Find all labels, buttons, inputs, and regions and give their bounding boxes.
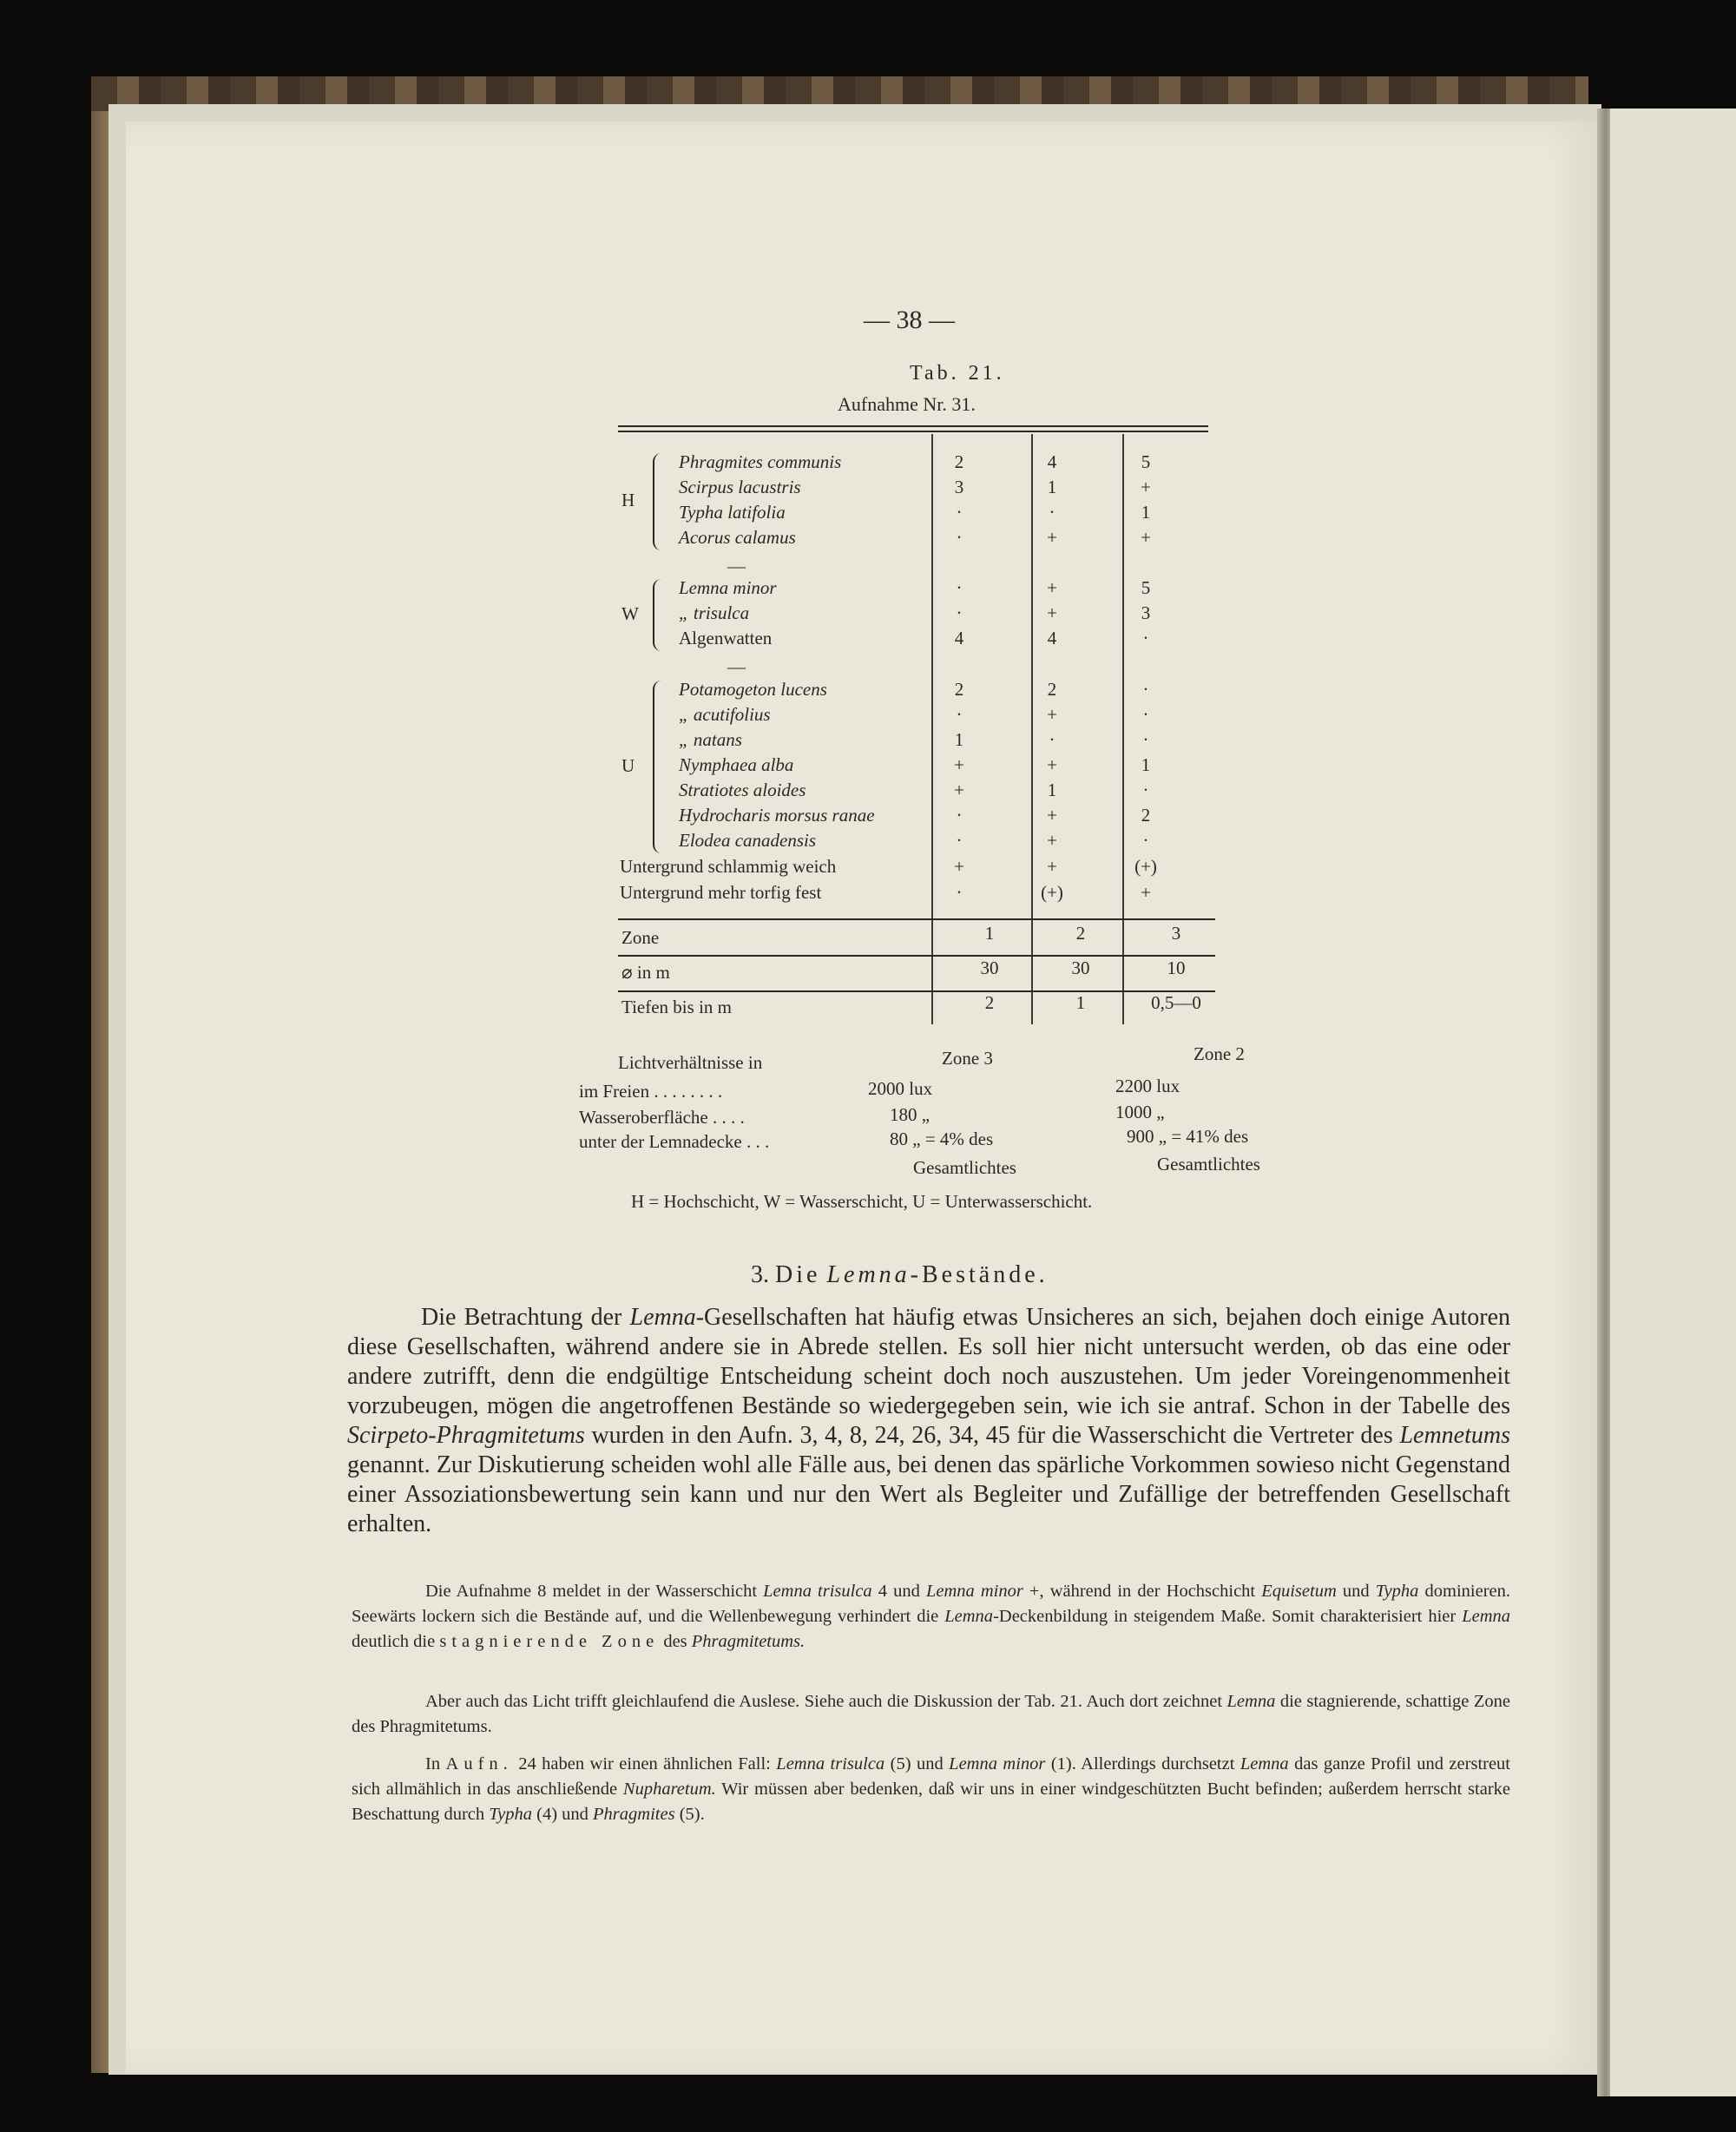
p4-text: das ganze Profil und zerstreut sich allmählich in das anschließende <box>352 1754 1511 1799</box>
light-zone2-value: 1000 „ <box>1115 1102 1165 1122</box>
ground-row-label: Untergrund mehr torfig fest <box>620 882 822 903</box>
species-name: Nymphaea alba <box>679 754 794 775</box>
group-separator: — <box>727 556 746 576</box>
footer-row-label: Zone <box>621 927 660 948</box>
cell-value: (+) <box>1134 856 1157 877</box>
cell-value: 2 <box>954 679 964 700</box>
cell-value: 3 <box>1141 602 1151 623</box>
layer-legend: H = Hochschicht, W = Wasserschicht, U = Unterwasserschicht. <box>631 1191 1093 1212</box>
cell-value: 3 <box>954 477 964 497</box>
cell-value: 2 <box>954 451 964 472</box>
cell-value: · <box>1049 502 1055 523</box>
p2-italic: Lemna <box>944 1607 994 1626</box>
cell-value: + <box>1047 856 1057 877</box>
cell-value: 5 <box>1141 577 1151 598</box>
footer-value: 30 <box>1071 957 1090 978</box>
species-name: Hydrocharis morsus ranae <box>679 805 875 826</box>
cell-value: 5 <box>1141 451 1151 472</box>
p2-italic: Lemna minor <box>925 1582 1023 1601</box>
cell-value: + <box>954 780 964 800</box>
p1-italic: Scirpeto-Phragmitetums <box>347 1422 585 1449</box>
section-word-rest: -Bestände. <box>910 1261 1049 1288</box>
cell-value: 1 <box>1141 502 1151 523</box>
p2-italic: Lemna trisulca <box>763 1582 872 1601</box>
footer-value: 1 <box>984 923 995 944</box>
p4-italic: Phragmites <box>593 1805 675 1824</box>
table-title: Tab. 21. <box>910 362 1005 385</box>
species-name: Potamogeton lucens <box>679 679 827 700</box>
light-gesamt-z3: Gesamtlichtes <box>913 1157 1016 1178</box>
p2-italic: Typha <box>1375 1582 1419 1601</box>
p2-text: des <box>659 1632 692 1651</box>
p4-text: 24 haben wir einen ähnlichen Fall: <box>512 1754 777 1773</box>
cell-value: · <box>1142 729 1149 750</box>
cell-value: 1 <box>954 729 964 750</box>
cell-value: + <box>1141 882 1151 903</box>
cell-value: · <box>1142 628 1149 648</box>
light-zone3-value: 2000 lux <box>868 1078 933 1099</box>
p4-spaced: Aufn. <box>445 1754 513 1773</box>
cell-value: 1 <box>1141 754 1151 775</box>
group-brace <box>653 453 665 550</box>
species-name: „ trisulca <box>679 602 750 623</box>
p3-text: Aber auch das Licht trifft gleichlaufend die Auslese. Siehe auch die Diskussion der Tab. 21. Auch dort zeichnet <box>425 1692 1227 1711</box>
p1-text: Die Betrachtung der <box>421 1304 630 1331</box>
footer-rule-1 <box>618 918 1215 920</box>
p4-text: (5) und <box>884 1754 950 1773</box>
cell-value: 4 <box>954 628 964 648</box>
cell-value: + <box>1141 527 1151 548</box>
footer-value: 3 <box>1171 923 1181 944</box>
species-name: „ natans <box>679 729 742 750</box>
p4-text: Wir müssen aber bedenken, daß wir uns in einer windgeschützten Bucht befinden; außerdem herrscht starke Beschattung durch <box>352 1780 1510 1824</box>
p4-italic: Lemna trisulca <box>776 1754 885 1773</box>
page-number: — 38 — <box>864 306 955 334</box>
cell-value: · <box>956 577 963 598</box>
footer-rule-2 <box>618 955 1215 957</box>
light-zone3-heading: Zone 3 <box>942 1048 993 1069</box>
p1-text: genannt. Zur Diskutierung scheiden wohl alle Fälle aus, bei denen das spärliche Vorkommen sowieso nicht Gegenstand einer Assoziationsbewertung sein kann und nur den Wert als Begleiter und Zufällige der betreffenden Gesellschaft erhalten. <box>347 1451 1510 1537</box>
p1-italic: Lemna <box>629 1304 696 1331</box>
light-zone2-heading: Zone 2 <box>1194 1043 1245 1064</box>
p4-italic: Typha <box>489 1805 532 1824</box>
cell-value: · <box>956 805 963 826</box>
species-name: „ acutifolius <box>679 704 771 725</box>
col-divider-1 <box>931 434 933 1024</box>
paragraph-2 <box>352 1579 1510 1655</box>
p1-italic: Lemnetums <box>1399 1422 1510 1449</box>
light-gesamt-z2: Gesamtlichtes <box>1157 1154 1260 1175</box>
paragraph-4 <box>352 1752 1510 1827</box>
p2-text: -Deckenbildung in steigendem Maße. Somit charakterisiert hier <box>993 1607 1463 1626</box>
p4-text: (1). Allerdings durchsetzt <box>1045 1754 1240 1773</box>
light-row-label: Wasseroberfläche . . . . <box>579 1107 745 1128</box>
light-zone2-value: 900 „ = 41% des <box>1127 1126 1249 1147</box>
cell-value: · <box>956 602 963 623</box>
table-top-rule-2 <box>618 431 1208 432</box>
cell-value: + <box>1047 527 1057 548</box>
species-name: Elodea canadensis <box>679 830 817 851</box>
p3-text: die stagnierende, schattige Zone des Phragmitetums. <box>352 1692 1510 1736</box>
p2-text: 4 und <box>871 1582 926 1601</box>
cell-value: 2 <box>1047 679 1057 700</box>
group-label-h: H <box>621 490 635 510</box>
p4-italic: Lemna <box>1240 1754 1289 1773</box>
footer-row-label: ⌀ in m <box>621 962 670 983</box>
cell-value: · <box>1049 729 1055 750</box>
light-zone3-value: 80 „ = 4% des <box>890 1129 994 1149</box>
table-top-rule <box>618 425 1208 427</box>
group-label-w: W <box>621 602 639 624</box>
cell-value: · <box>1142 830 1149 851</box>
cell-value: · <box>1142 780 1149 800</box>
p1-text: -Gesellschaften hat häufig etwas Unsicheres an sich, bejahen doch einige Autoren diese Gesellschaften, während andere sie in Abrede stellen. Es soll hier nicht untersucht werden, ob das eine oder andere zutrifft, denn die endgültige Entscheidung scheint doch noch auszustehen. Um jeder Voreingenommenheit vorzubeugen, mögen die angetroffenen Bestände so wiedergegeben sein, wie ich sie antraf. Schon in der Tabelle des <box>347 1304 1510 1419</box>
section-word-lemna: Lemna <box>826 1261 911 1288</box>
p4-text: (5). <box>674 1805 705 1824</box>
cell-value: · <box>1142 704 1149 725</box>
cell-value: 4 <box>1047 628 1057 648</box>
p2-italic: Lemna <box>1462 1607 1510 1626</box>
group-brace <box>653 681 665 853</box>
light-zone2-value: 2200 lux <box>1115 1076 1180 1096</box>
species-name: Phragmites communis <box>679 451 842 472</box>
species-name: Scirpus lacustris <box>679 477 801 497</box>
cell-value: + <box>1141 477 1151 497</box>
cell-value: + <box>1047 805 1057 826</box>
p2-spaced: stagnierende Zone <box>439 1632 660 1651</box>
species-name: Algenwatten <box>679 628 773 648</box>
paragraph-1 <box>347 1303 1510 1539</box>
p4-text: In <box>425 1754 446 1773</box>
p2-text: +, während in der Hochschicht <box>1023 1582 1262 1601</box>
cell-value: (+) <box>1041 882 1063 903</box>
section-word-die: Die <box>775 1261 821 1288</box>
cell-value: + <box>1047 830 1057 851</box>
species-name: Typha latifolia <box>679 502 786 523</box>
section-number: 3. <box>751 1261 769 1288</box>
light-zone3-value: 180 „ <box>890 1104 930 1125</box>
cell-value: · <box>956 502 963 523</box>
cell-value: + <box>954 754 964 775</box>
paragraph-3 <box>352 1689 1510 1740</box>
p4-text: (4) und <box>532 1805 594 1824</box>
light-row-label: im Freien . . . . . . . . <box>579 1081 723 1102</box>
p3-italic: Lemna <box>1226 1692 1276 1711</box>
species-name: Acorus calamus <box>679 527 796 548</box>
cell-value: + <box>1047 754 1057 775</box>
light-row-label: unter der Lemnadecke . . . <box>579 1131 770 1152</box>
p2-text: dominieren. Seewärts lockern sich die Bestände auf, und die Wellenbewegung verhindert die <box>352 1582 1511 1626</box>
cell-value: 2 <box>1141 805 1151 826</box>
p2-italic: Equisetum <box>1261 1582 1337 1601</box>
species-name: Stratiotes aloides <box>679 780 806 800</box>
cell-value: · <box>956 882 963 903</box>
footer-value: 30 <box>980 957 999 978</box>
cell-value: + <box>1047 602 1057 623</box>
cell-value: + <box>1047 704 1057 725</box>
footer-row-label: Tiefen bis in m <box>621 997 732 1017</box>
cell-value: + <box>1047 577 1057 598</box>
cell-value: · <box>956 704 963 725</box>
footer-rule-3 <box>618 990 1215 992</box>
light-heading: Lichtverhältnisse in <box>618 1052 763 1073</box>
species-name: Lemna minor <box>679 577 777 598</box>
p2-text: und <box>1336 1582 1376 1601</box>
p2-text: Die Aufnahme 8 meldet in der Wasserschicht <box>425 1582 764 1601</box>
right-page-edge <box>1610 109 1736 2096</box>
p2-italic: Phragmitetums. <box>691 1632 806 1651</box>
cell-value: · <box>956 527 963 548</box>
cell-value: 4 <box>1047 451 1057 472</box>
cell-value: · <box>956 830 963 851</box>
p4-italic: Nupharetum. <box>622 1780 716 1799</box>
group-brace <box>653 579 665 651</box>
p4-italic: Lemna minor <box>949 1754 1046 1773</box>
cell-value: 1 <box>1047 477 1057 497</box>
footer-value: 1 <box>1075 992 1086 1013</box>
p1-text: wurden in den Aufn. 3, 4, 8, 24, 26, 34, 45 für die Wasserschicht die Vertreter des <box>584 1422 1400 1449</box>
section-heading <box>751 1261 1049 1289</box>
cell-value: + <box>954 856 964 877</box>
table-subtitle: Aufnahme Nr. 31. <box>838 393 976 415</box>
p2-text: deutlich die <box>352 1632 440 1651</box>
footer-value: 10 <box>1167 957 1186 978</box>
cell-value: 1 <box>1047 780 1057 800</box>
footer-value: 0,5—0 <box>1151 992 1201 1013</box>
group-label-u: U <box>621 754 635 776</box>
footer-value: 2 <box>1075 923 1086 944</box>
footer-value: 2 <box>984 992 995 1013</box>
cell-value: · <box>1142 679 1149 700</box>
ground-row-label: Untergrund schlammig weich <box>620 856 837 877</box>
group-separator: — <box>727 656 746 677</box>
